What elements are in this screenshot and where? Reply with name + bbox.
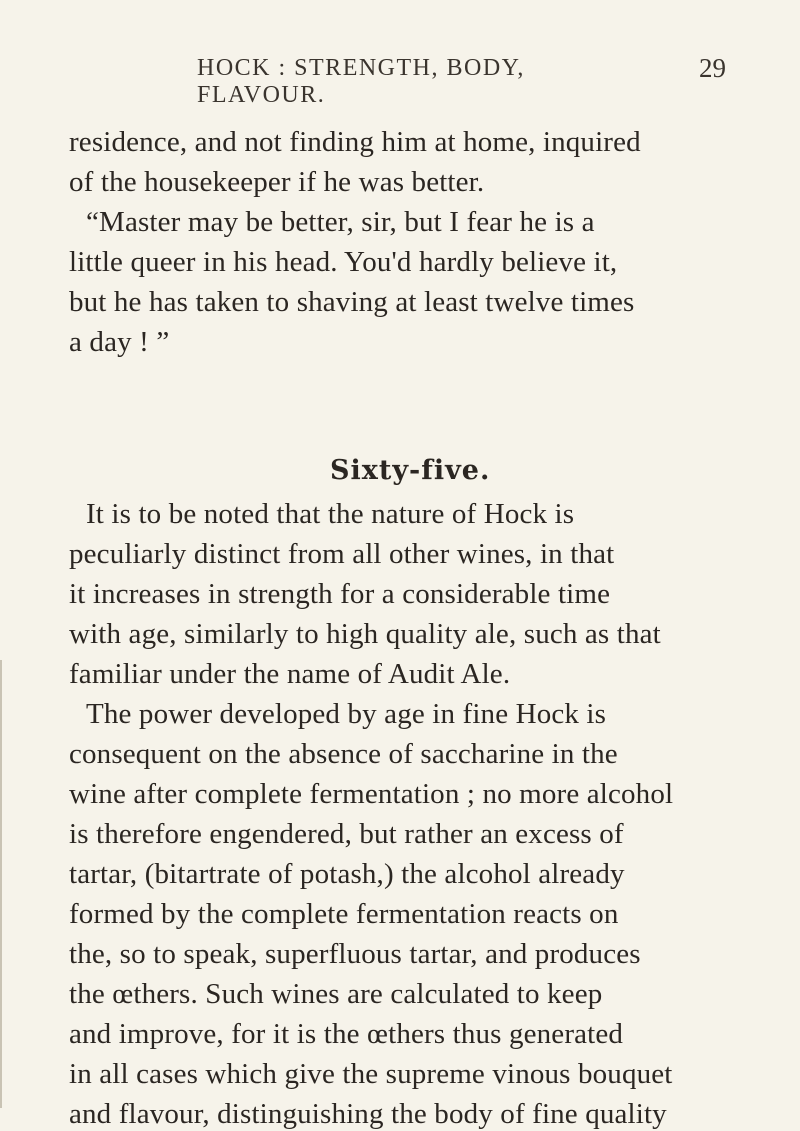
text-line: wine after complete fermentation ; no more alcohol xyxy=(69,778,674,810)
text-line: peculiarly distinct from all other wines, in that xyxy=(69,538,615,570)
text-line: in all cases which give the supreme vinous bouquet xyxy=(69,1058,673,1090)
text-line: but he has taken to shaving at least twelve times xyxy=(69,286,635,318)
text-line: with age, similarly to high quality ale, such as that xyxy=(69,618,661,650)
text-line: and flavour, distinguishing the body of fine quality xyxy=(69,1098,667,1130)
text-line: of the housekeeper if he was better. xyxy=(69,166,485,198)
section-heading: Sixty-five. xyxy=(330,455,491,486)
text-line: is therefore engendered, but rather an excess of xyxy=(69,818,624,850)
text-line: consequent on the absence of saccharine in the xyxy=(69,738,618,770)
text-line: “Master may be better, sir, but I fear he is a xyxy=(86,206,595,238)
text-line: and improve, for it is the œthers thus generated xyxy=(69,1018,624,1050)
text-line: a day ! ” xyxy=(69,326,170,358)
text-line: the œthers. Such wines are calculated to keep xyxy=(69,978,603,1010)
text-line: little queer in his head. You'd hardly believe it, xyxy=(69,246,618,278)
text-line: The power developed by age in fine Hock is xyxy=(86,698,607,730)
text-line: the, so to speak, superfluous tartar, and produces xyxy=(69,938,641,970)
text-line: formed by the complete fermentation reacts on xyxy=(69,898,619,930)
text-line: familiar under the name of Audit Ale. xyxy=(69,658,511,690)
page-number: 29 xyxy=(699,53,726,83)
running-head: HOCK : STRENGTH, BODY, FLAVOUR. xyxy=(197,55,525,108)
text-line: residence, and not finding him at home, inquired xyxy=(69,126,641,158)
text-line: tartar, (bitartrate of potash,) the alcohol already xyxy=(69,858,625,890)
text-line: it increases in strength for a considerable time xyxy=(69,578,611,610)
text-line: It is to be noted that the nature of Hock is xyxy=(86,498,575,530)
page-edge-shadow xyxy=(0,660,2,1108)
